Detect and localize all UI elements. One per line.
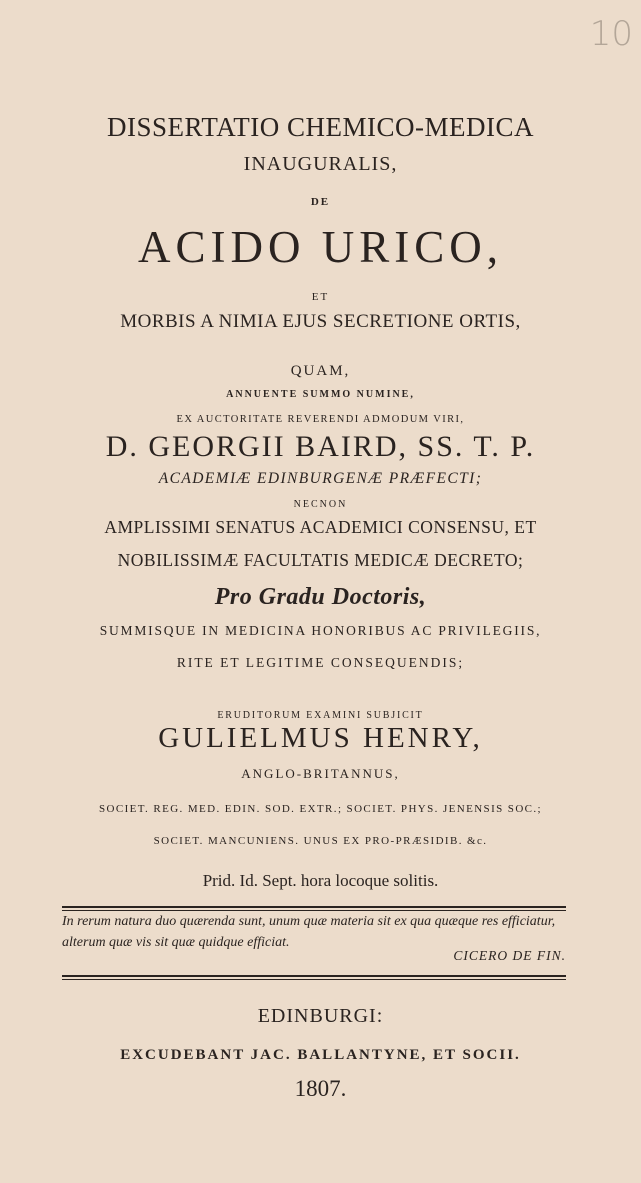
author-name: GULIELMUS HENRY, bbox=[158, 722, 483, 754]
top-rule bbox=[62, 906, 566, 908]
author-nationality: ANGLO-BRITANNUS, bbox=[241, 766, 400, 781]
bottom-rule-inner bbox=[62, 979, 566, 980]
date-line: Prid. Id. Sept. hora locoque solitis. bbox=[202, 871, 439, 890]
bottom-rule bbox=[62, 975, 566, 977]
principal-office: ACADEMIÆ EDINBURGENÆ PRÆFECTI; bbox=[158, 470, 483, 487]
dissertation-heading: DISSERTATIO CHEMICO-MEDICA bbox=[107, 112, 534, 142]
page-number-mark: 10 bbox=[589, 14, 633, 54]
main-title: ACIDO URICO, bbox=[137, 222, 503, 272]
imprint-year: 1807. bbox=[294, 1076, 347, 1101]
auctoritate-line: EX AUCTORITATE REVERENDI ADMODUM VIRI, bbox=[176, 414, 465, 425]
rite-line: RITE ET LEGITIME CONSEQUENDIS; bbox=[176, 655, 465, 670]
et-line: ET bbox=[311, 291, 330, 303]
de-line: DE bbox=[310, 196, 331, 208]
facultas-line: NOBILISSIMÆ FACULTATIS MEDICÆ DECRETO; bbox=[117, 550, 524, 570]
principal-name: D. GEORGII BAIRD, SS. T. P. bbox=[105, 430, 536, 463]
examini-line: ERUDITORUM EXAMINI SUBJICIT bbox=[217, 710, 424, 721]
quam-line: QUAM, bbox=[290, 363, 351, 379]
imprint-city: EDINBURGI: bbox=[257, 1005, 384, 1027]
imprint-printer: EXCUDEBANT JAC. BALLANTYNE, ET SOCII. bbox=[120, 1047, 521, 1063]
necnon-line: NECNON bbox=[293, 499, 348, 510]
honours-line: SUMMISQUE IN MEDICINA HONORIBUS AC PRIVILEGIIS, bbox=[99, 623, 542, 638]
epigraph-text: In rerum natura duo quærenda sunt, unum quæ materia sit ex qua quæque res efficiatur, alterum quæ vis sit quæ quidque efficiat. bbox=[62, 914, 556, 950]
epigraph-attribution: CICERO DE FIN. bbox=[453, 948, 566, 963]
subtitle: MORBIS A NIMIA EJUS SECRETIONE ORTIS, bbox=[120, 311, 521, 332]
societies-line-1: SOCIET. REG. MED. EDIN. SOD. EXTR.; SOCIET. PHYS. JENENSIS SOC.; bbox=[98, 803, 543, 815]
senatus-line: AMPLISSIMI SENATUS ACADEMICI CONSENSU, ET bbox=[104, 517, 537, 537]
societies-line-2: SOCIET. MANCUNIENS. UNUS EX PRO-PRÆSIDIB. &c. bbox=[153, 835, 488, 847]
inauguralis-line: INAUGURALIS, bbox=[243, 153, 398, 175]
degree-line: Pro Gradu Doctoris, bbox=[214, 584, 427, 610]
annuente-line: ANNUENTE SUMMO NUMINE, bbox=[226, 389, 415, 400]
